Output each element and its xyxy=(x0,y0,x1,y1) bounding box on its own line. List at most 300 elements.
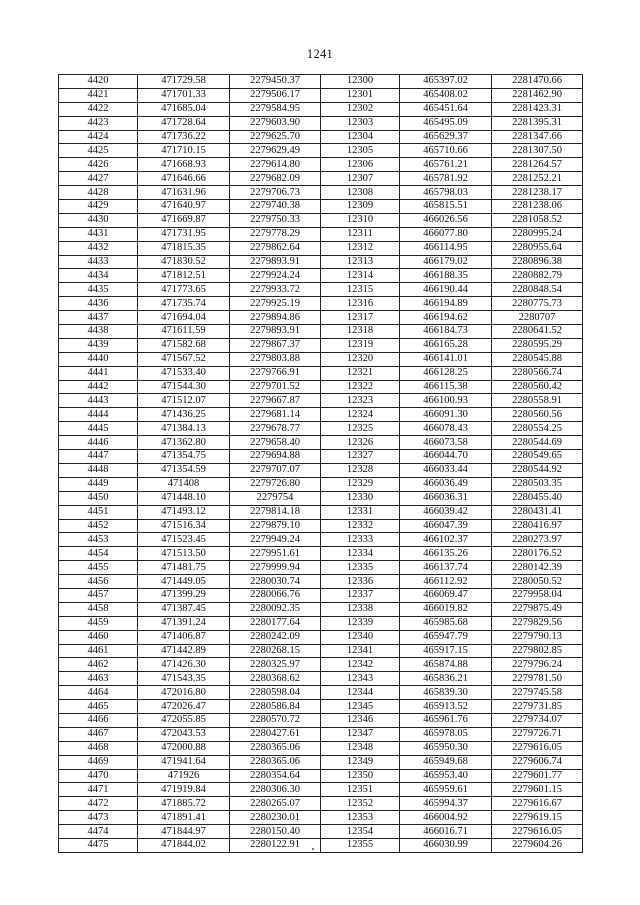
point-id-cell: 4454 xyxy=(59,547,138,561)
point-id-cell: 4439 xyxy=(59,338,138,352)
x-coordinate-cell: 471729.58 xyxy=(138,75,230,89)
point-id-cell: 12308 xyxy=(321,186,400,200)
point-id-cell: 4435 xyxy=(59,283,138,297)
point-id-cell: 12315 xyxy=(321,283,400,297)
point-id-cell: 12317 xyxy=(321,311,400,325)
point-id-cell: 4458 xyxy=(59,602,138,616)
point-id-cell: 12322 xyxy=(321,380,400,394)
point-id-cell: 12303 xyxy=(321,116,400,130)
y-coordinate-cell: 2280503.35 xyxy=(492,477,583,491)
table-row xyxy=(59,533,583,547)
x-coordinate-cell: 466044.70 xyxy=(400,450,492,464)
table-row xyxy=(59,338,583,352)
point-id-cell: 12325 xyxy=(321,422,400,436)
point-id-cell: 4472 xyxy=(59,797,138,811)
x-coordinate-cell: 466073.58 xyxy=(400,436,492,450)
table-row xyxy=(59,616,583,630)
x-coordinate-cell: 471436.25 xyxy=(138,408,230,422)
x-coordinate-cell: 471631.96 xyxy=(138,186,230,200)
table-row xyxy=(59,366,583,380)
point-id-cell: 12302 xyxy=(321,102,400,116)
x-coordinate-cell: 471685.04 xyxy=(138,102,230,116)
table-row xyxy=(59,380,583,394)
x-coordinate-cell: 471442.89 xyxy=(138,644,230,658)
y-coordinate-cell: 2279778.29 xyxy=(230,227,321,241)
y-coordinate-cell: 2280325.97 xyxy=(230,658,321,672)
y-coordinate-cell: 2279604.26 xyxy=(492,838,583,852)
x-coordinate-cell: 471354.59 xyxy=(138,463,230,477)
x-coordinate-cell: 471362.80 xyxy=(138,436,230,450)
table-row xyxy=(59,769,583,783)
table-row xyxy=(59,547,583,561)
point-id-cell: 4461 xyxy=(59,644,138,658)
x-coordinate-cell: 465495.09 xyxy=(400,116,492,130)
y-coordinate-cell: 2279766.91 xyxy=(230,366,321,380)
y-coordinate-cell: 2279949.24 xyxy=(230,533,321,547)
point-id-cell: 12345 xyxy=(321,700,400,714)
table-row xyxy=(59,297,583,311)
y-coordinate-cell: 2279879.10 xyxy=(230,519,321,533)
x-coordinate-cell: 466036.49 xyxy=(400,477,492,491)
x-coordinate-cell: 466194.62 xyxy=(400,311,492,325)
point-id-cell: 12323 xyxy=(321,394,400,408)
x-coordinate-cell: 465978.05 xyxy=(400,727,492,741)
table-row xyxy=(59,450,583,464)
y-coordinate-cell: 2280545.88 xyxy=(492,352,583,366)
x-coordinate-cell: 471812.51 xyxy=(138,269,230,283)
x-coordinate-cell: 471523.45 xyxy=(138,533,230,547)
y-coordinate-cell: 2279701.52 xyxy=(230,380,321,394)
x-coordinate-cell: 471844.97 xyxy=(138,825,230,839)
table-row xyxy=(59,436,583,450)
table-row xyxy=(59,463,583,477)
table-row xyxy=(59,838,583,852)
y-coordinate-cell: 2280560.42 xyxy=(492,380,583,394)
x-coordinate-cell: 471926 xyxy=(138,769,230,783)
x-coordinate-cell: 471512.07 xyxy=(138,394,230,408)
x-coordinate-cell: 466128.25 xyxy=(400,366,492,380)
x-coordinate-cell: 471919.84 xyxy=(138,783,230,797)
y-coordinate-cell: 2280416.97 xyxy=(492,519,583,533)
point-id-cell: 12305 xyxy=(321,144,400,158)
table-row xyxy=(59,311,583,325)
y-coordinate-cell: 2280177.64 xyxy=(230,616,321,630)
y-coordinate-cell: 2280230.01 xyxy=(230,811,321,825)
y-coordinate-cell: 2279726.71 xyxy=(492,727,583,741)
y-coordinate-cell: 2279450.37 xyxy=(230,75,321,89)
y-coordinate-cell: 2280595.29 xyxy=(492,338,583,352)
y-coordinate-cell: 2280092.35 xyxy=(230,602,321,616)
x-coordinate-cell: 465408.02 xyxy=(400,88,492,102)
y-coordinate-cell: 2279726.80 xyxy=(230,477,321,491)
y-coordinate-cell: 2279734.07 xyxy=(492,713,583,727)
point-id-cell: 12314 xyxy=(321,269,400,283)
y-coordinate-cell: 2281238.17 xyxy=(492,186,583,200)
y-coordinate-cell: 2280848.54 xyxy=(492,283,583,297)
y-coordinate-cell: 2281395.31 xyxy=(492,116,583,130)
point-id-cell: 12320 xyxy=(321,352,400,366)
point-id-cell: 4466 xyxy=(59,713,138,727)
y-coordinate-cell: 2279625.70 xyxy=(230,130,321,144)
y-coordinate-cell: 2280431.41 xyxy=(492,505,583,519)
y-coordinate-cell: 2281307.50 xyxy=(492,144,583,158)
point-id-cell: 12336 xyxy=(321,575,400,589)
point-id-cell: 12329 xyxy=(321,477,400,491)
table-row xyxy=(59,644,583,658)
y-coordinate-cell: 2280050.52 xyxy=(492,575,583,589)
table-row xyxy=(59,561,583,575)
point-id-cell: 4464 xyxy=(59,686,138,700)
point-id-cell: 12301 xyxy=(321,88,400,102)
table-row xyxy=(59,352,583,366)
table-row xyxy=(59,186,583,200)
point-id-cell: 4467 xyxy=(59,727,138,741)
x-coordinate-cell: 471567.52 xyxy=(138,352,230,366)
x-coordinate-cell: 466016.71 xyxy=(400,825,492,839)
y-coordinate-cell: 2279933.72 xyxy=(230,283,321,297)
table-row xyxy=(59,255,583,269)
x-coordinate-cell: 466091.30 xyxy=(400,408,492,422)
point-id-cell: 12343 xyxy=(321,672,400,686)
y-coordinate-cell: 2280030.74 xyxy=(230,575,321,589)
x-coordinate-cell: 471481.75 xyxy=(138,561,230,575)
point-id-cell: 12309 xyxy=(321,200,400,214)
x-coordinate-cell: 466165.28 xyxy=(400,338,492,352)
y-coordinate-cell: 2279924.24 xyxy=(230,269,321,283)
x-coordinate-cell: 466115.38 xyxy=(400,380,492,394)
y-coordinate-cell: 2279875.49 xyxy=(492,602,583,616)
table-row xyxy=(59,158,583,172)
point-id-cell: 4470 xyxy=(59,769,138,783)
point-id-cell: 4427 xyxy=(59,172,138,186)
y-coordinate-cell: 2279867.37 xyxy=(230,338,321,352)
x-coordinate-cell: 465781.92 xyxy=(400,172,492,186)
point-id-cell: 4462 xyxy=(59,658,138,672)
x-coordinate-cell: 471773.65 xyxy=(138,283,230,297)
table-row xyxy=(59,797,583,811)
point-id-cell: 12313 xyxy=(321,255,400,269)
y-coordinate-cell: 2279814.18 xyxy=(230,505,321,519)
table-row xyxy=(59,102,583,116)
point-id-cell: 4446 xyxy=(59,436,138,450)
x-coordinate-cell: 471731.95 xyxy=(138,227,230,241)
y-coordinate-cell: 2280995.24 xyxy=(492,227,583,241)
point-id-cell: 12348 xyxy=(321,741,400,755)
x-coordinate-cell: 466047.39 xyxy=(400,519,492,533)
point-id-cell: 12342 xyxy=(321,658,400,672)
point-id-cell: 12332 xyxy=(321,519,400,533)
table-row xyxy=(59,672,583,686)
point-id-cell: 4440 xyxy=(59,352,138,366)
point-id-cell: 12330 xyxy=(321,491,400,505)
table-row xyxy=(59,394,583,408)
x-coordinate-cell: 466112.92 xyxy=(400,575,492,589)
point-id-cell: 4436 xyxy=(59,297,138,311)
y-coordinate-cell: 2280122.91 xyxy=(230,838,321,852)
point-id-cell: 12304 xyxy=(321,130,400,144)
y-coordinate-cell: 2279601.77 xyxy=(492,769,583,783)
x-coordinate-cell: 465985.68 xyxy=(400,616,492,630)
point-id-cell: 12312 xyxy=(321,241,400,255)
x-coordinate-cell: 466102.37 xyxy=(400,533,492,547)
point-id-cell: 4443 xyxy=(59,394,138,408)
y-coordinate-cell: 2279694.88 xyxy=(230,450,321,464)
point-id-cell: 12353 xyxy=(321,811,400,825)
y-coordinate-cell: 2280150.40 xyxy=(230,825,321,839)
x-coordinate-cell: 471891.41 xyxy=(138,811,230,825)
y-coordinate-cell: 2279678.77 xyxy=(230,422,321,436)
y-coordinate-cell: 2280544.69 xyxy=(492,436,583,450)
y-coordinate-cell: 2281470.66 xyxy=(492,75,583,89)
table-row xyxy=(59,491,583,505)
point-id-cell: 4457 xyxy=(59,588,138,602)
x-coordinate-cell: 466190.44 xyxy=(400,283,492,297)
y-coordinate-cell: 2279616.05 xyxy=(492,825,583,839)
x-coordinate-cell: 465815.51 xyxy=(400,200,492,214)
point-id-cell: 4426 xyxy=(59,158,138,172)
x-coordinate-cell: 471448.10 xyxy=(138,491,230,505)
table-row xyxy=(59,172,583,186)
table-row xyxy=(59,783,583,797)
scan-speck xyxy=(312,848,314,850)
x-coordinate-cell: 465874.88 xyxy=(400,658,492,672)
point-id-cell: 12333 xyxy=(321,533,400,547)
y-coordinate-cell: 2280566.74 xyxy=(492,366,583,380)
table-row xyxy=(59,144,583,158)
y-coordinate-cell: 2280354.64 xyxy=(230,769,321,783)
y-coordinate-cell: 2280365.06 xyxy=(230,741,321,755)
table-row xyxy=(59,200,583,214)
x-coordinate-cell: 465761.21 xyxy=(400,158,492,172)
point-id-cell: 4453 xyxy=(59,533,138,547)
point-id-cell: 12319 xyxy=(321,338,400,352)
x-coordinate-cell: 471391.24 xyxy=(138,616,230,630)
table-row xyxy=(59,741,583,755)
x-coordinate-cell: 471735.74 xyxy=(138,297,230,311)
table-row xyxy=(59,575,583,589)
x-coordinate-cell: 466036.31 xyxy=(400,491,492,505)
point-id-cell: 12311 xyxy=(321,227,400,241)
point-id-cell: 4434 xyxy=(59,269,138,283)
x-coordinate-cell: 471668.93 xyxy=(138,158,230,172)
y-coordinate-cell: 2280265.07 xyxy=(230,797,321,811)
y-coordinate-cell: 2279894.86 xyxy=(230,311,321,325)
point-id-cell: 4433 xyxy=(59,255,138,269)
point-id-cell: 4430 xyxy=(59,213,138,227)
y-coordinate-cell: 2280066.76 xyxy=(230,588,321,602)
point-id-cell: 12337 xyxy=(321,588,400,602)
y-coordinate-cell: 2280955.64 xyxy=(492,241,583,255)
table-row xyxy=(59,130,583,144)
y-coordinate-cell: 2280427.61 xyxy=(230,727,321,741)
y-coordinate-cell: 2281264.57 xyxy=(492,158,583,172)
y-coordinate-cell: 2279619.15 xyxy=(492,811,583,825)
point-id-cell: 12307 xyxy=(321,172,400,186)
y-coordinate-cell: 2280707 xyxy=(492,311,583,325)
x-coordinate-cell: 465839.30 xyxy=(400,686,492,700)
page-number: 1241 xyxy=(306,47,334,61)
x-coordinate-cell: 466019.82 xyxy=(400,602,492,616)
x-coordinate-cell: 466069.47 xyxy=(400,588,492,602)
point-id-cell: 4444 xyxy=(59,408,138,422)
point-id-cell: 4459 xyxy=(59,616,138,630)
point-id-cell: 4455 xyxy=(59,561,138,575)
y-coordinate-cell: 2280176.52 xyxy=(492,547,583,561)
x-coordinate-cell: 472016.80 xyxy=(138,686,230,700)
point-id-cell: 4438 xyxy=(59,325,138,339)
y-coordinate-cell: 2281058.52 xyxy=(492,213,583,227)
point-id-cell: 12306 xyxy=(321,158,400,172)
point-id-cell: 4432 xyxy=(59,241,138,255)
x-coordinate-cell: 472055.85 xyxy=(138,713,230,727)
point-id-cell: 4429 xyxy=(59,200,138,214)
table-row xyxy=(59,269,583,283)
point-id-cell: 4422 xyxy=(59,102,138,116)
x-coordinate-cell: 466077.80 xyxy=(400,227,492,241)
y-coordinate-cell: 2279999.94 xyxy=(230,561,321,575)
point-id-cell: 4456 xyxy=(59,575,138,589)
y-coordinate-cell: 2280570.72 xyxy=(230,713,321,727)
x-coordinate-cell: 465994.37 xyxy=(400,797,492,811)
x-coordinate-cell: 465959.61 xyxy=(400,783,492,797)
point-id-cell: 12335 xyxy=(321,561,400,575)
point-id-cell: 4447 xyxy=(59,450,138,464)
y-coordinate-cell: 2280775.73 xyxy=(492,297,583,311)
x-coordinate-cell: 466004.92 xyxy=(400,811,492,825)
table-row xyxy=(59,825,583,839)
point-id-cell: 4449 xyxy=(59,477,138,491)
x-coordinate-cell: 471941.64 xyxy=(138,755,230,769)
x-coordinate-cell: 471640.97 xyxy=(138,200,230,214)
x-coordinate-cell: 471384.13 xyxy=(138,422,230,436)
x-coordinate-cell: 465451.64 xyxy=(400,102,492,116)
y-coordinate-cell: 2279803.88 xyxy=(230,352,321,366)
table-row xyxy=(59,227,583,241)
y-coordinate-cell: 2279707.07 xyxy=(230,463,321,477)
y-coordinate-cell: 2279706.73 xyxy=(230,186,321,200)
point-id-cell: 4423 xyxy=(59,116,138,130)
y-coordinate-cell: 2280558.91 xyxy=(492,394,583,408)
table-row xyxy=(59,116,583,130)
point-id-cell: 4471 xyxy=(59,783,138,797)
point-id-cell: 12318 xyxy=(321,325,400,339)
table-row xyxy=(59,727,583,741)
point-id-cell: 4465 xyxy=(59,700,138,714)
point-id-cell: 12310 xyxy=(321,213,400,227)
point-id-cell: 12300 xyxy=(321,75,400,89)
point-id-cell: 12355 xyxy=(321,838,400,852)
table-row xyxy=(59,588,583,602)
x-coordinate-cell: 465913.52 xyxy=(400,700,492,714)
table-row xyxy=(59,88,583,102)
x-coordinate-cell: 465836.21 xyxy=(400,672,492,686)
x-coordinate-cell: 465950.30 xyxy=(400,741,492,755)
x-coordinate-cell: 465917.15 xyxy=(400,644,492,658)
point-id-cell: 4473 xyxy=(59,811,138,825)
y-coordinate-cell: 2279667.87 xyxy=(230,394,321,408)
y-coordinate-cell: 2279958.04 xyxy=(492,588,583,602)
x-coordinate-cell: 471426.30 xyxy=(138,658,230,672)
y-coordinate-cell: 2279925.19 xyxy=(230,297,321,311)
point-id-cell: 12338 xyxy=(321,602,400,616)
y-coordinate-cell: 2279893.91 xyxy=(230,325,321,339)
x-coordinate-cell: 471516.34 xyxy=(138,519,230,533)
table-row xyxy=(59,700,583,714)
point-id-cell: 12351 xyxy=(321,783,400,797)
point-id-cell: 4437 xyxy=(59,311,138,325)
y-coordinate-cell: 2279616.05 xyxy=(492,741,583,755)
point-id-cell: 12331 xyxy=(321,505,400,519)
x-coordinate-cell: 465397.02 xyxy=(400,75,492,89)
x-coordinate-cell: 472000.88 xyxy=(138,741,230,755)
table-row xyxy=(59,755,583,769)
y-coordinate-cell: 2279754 xyxy=(230,491,321,505)
x-coordinate-cell: 466033.44 xyxy=(400,463,492,477)
y-coordinate-cell: 2280455.40 xyxy=(492,491,583,505)
table-row xyxy=(59,811,583,825)
y-coordinate-cell: 2281462.90 xyxy=(492,88,583,102)
x-coordinate-cell: 466114.95 xyxy=(400,241,492,255)
x-coordinate-cell: 471885.72 xyxy=(138,797,230,811)
x-coordinate-cell: 465947.79 xyxy=(400,630,492,644)
x-coordinate-cell: 471815.35 xyxy=(138,241,230,255)
table-row xyxy=(59,519,583,533)
point-id-cell: 12334 xyxy=(321,547,400,561)
y-coordinate-cell: 2280142.39 xyxy=(492,561,583,575)
y-coordinate-cell: 2280554.25 xyxy=(492,422,583,436)
y-coordinate-cell: 2280365.06 xyxy=(230,755,321,769)
y-coordinate-cell: 2279790.13 xyxy=(492,630,583,644)
table-row xyxy=(59,477,583,491)
table-row xyxy=(59,283,583,297)
x-coordinate-cell: 472026.47 xyxy=(138,700,230,714)
x-coordinate-cell: 466194.89 xyxy=(400,297,492,311)
y-coordinate-cell: 2281347.66 xyxy=(492,130,583,144)
table-row xyxy=(59,75,583,89)
y-coordinate-cell: 2279616.67 xyxy=(492,797,583,811)
point-id-cell: 4425 xyxy=(59,144,138,158)
point-id-cell: 4451 xyxy=(59,505,138,519)
x-coordinate-cell: 465961.76 xyxy=(400,713,492,727)
y-coordinate-cell: 2279802.85 xyxy=(492,644,583,658)
point-id-cell: 4445 xyxy=(59,422,138,436)
point-id-cell: 4441 xyxy=(59,366,138,380)
y-coordinate-cell: 2279584.95 xyxy=(230,102,321,116)
x-coordinate-cell: 471544.30 xyxy=(138,380,230,394)
point-id-cell: 12324 xyxy=(321,408,400,422)
y-coordinate-cell: 2281423.31 xyxy=(492,102,583,116)
x-coordinate-cell: 471611.59 xyxy=(138,325,230,339)
y-coordinate-cell: 2280544.92 xyxy=(492,463,583,477)
x-coordinate-cell: 466141.01 xyxy=(400,352,492,366)
y-coordinate-cell: 2279682.09 xyxy=(230,172,321,186)
y-coordinate-cell: 2280560.56 xyxy=(492,408,583,422)
table-row xyxy=(59,213,583,227)
point-id-cell: 12328 xyxy=(321,463,400,477)
y-coordinate-cell: 2280268.15 xyxy=(230,644,321,658)
x-coordinate-cell: 466137.74 xyxy=(400,561,492,575)
y-coordinate-cell: 2279629.49 xyxy=(230,144,321,158)
x-coordinate-cell: 471387.45 xyxy=(138,602,230,616)
y-coordinate-cell: 2279781.50 xyxy=(492,672,583,686)
y-coordinate-cell: 2280598.04 xyxy=(230,686,321,700)
x-coordinate-cell: 465710.66 xyxy=(400,144,492,158)
y-coordinate-cell: 2279745.58 xyxy=(492,686,583,700)
x-coordinate-cell: 471736.22 xyxy=(138,130,230,144)
point-id-cell: 4431 xyxy=(59,227,138,241)
table-row xyxy=(59,505,583,519)
x-coordinate-cell: 471582.68 xyxy=(138,338,230,352)
